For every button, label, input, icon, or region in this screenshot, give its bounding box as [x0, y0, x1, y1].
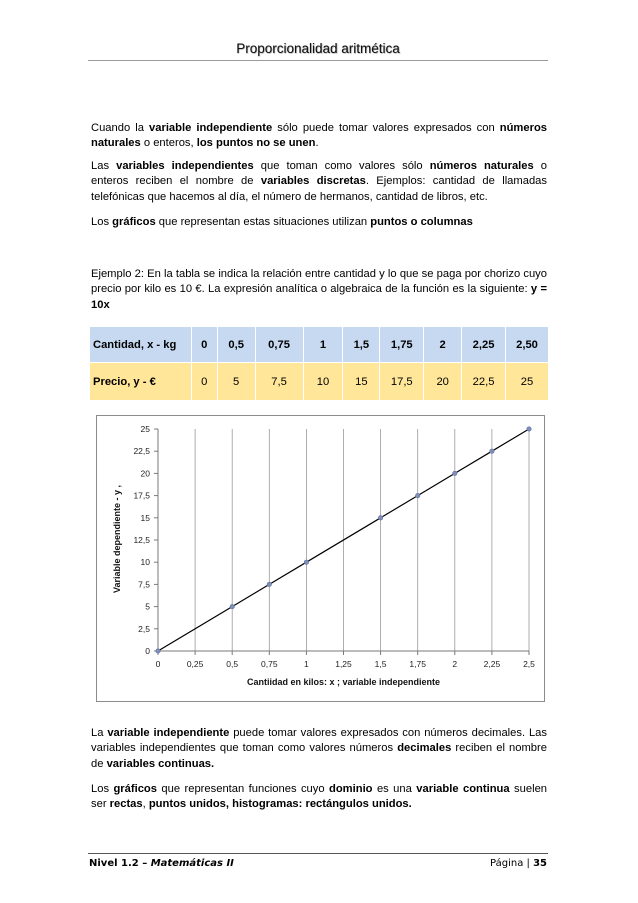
bold-text: variable independiente — [107, 727, 230, 739]
y-tick-label: 17,5 — [133, 490, 150, 501]
text: sólo puede tomar valores expresados con — [272, 122, 500, 134]
y-tick-label: 20 — [140, 468, 150, 479]
text: que representan funciones cuyo — [157, 783, 330, 795]
data-point — [304, 560, 308, 564]
table-cell: 2 — [424, 327, 462, 363]
table-cell: 5 — [217, 363, 255, 401]
text: Ejemplo 2: En la tabla se indica la relación entre cantidad y lo que se paga por chorizo cuyo precio por kilo es 10 €. La expresión analítica o algebraica de la función es la siguiente: — [91, 268, 547, 296]
bold-text: rectas — [109, 798, 143, 811]
footer-divider — [88, 853, 548, 854]
text: . Ejemplos: cantidad de llamadas telefónicas que hacemos al día, el número de hermanos, cantidad de libros, etc. — [91, 175, 547, 203]
text: o enteros reciben el nombre de — [91, 160, 547, 188]
footer-level: Nivel 1.2 — [89, 858, 139, 869]
x-tick-label: 0,25 — [186, 659, 204, 669]
table-cell: 2,50 — [506, 327, 549, 363]
bold-text: números naturales — [91, 122, 547, 150]
bold-text: puntos o columnas — [370, 216, 473, 228]
page-header-title: Proporcionalidad aritmética — [236, 41, 400, 56]
x-tick-label: 1 — [304, 659, 309, 669]
table-cell: 22,5 — [462, 363, 506, 401]
x-axis-title: Cantiidad en kilos: x ; variable independiente — [246, 677, 441, 687]
bold-text: y = 10x — [91, 283, 547, 311]
line-chart — [97, 416, 544, 701]
text: puede tomar valores expresados con números decimales. Las variables independientes que toman como valores números — [91, 727, 547, 755]
footer-course — [89, 858, 234, 869]
table-cell: 1,75 — [380, 327, 424, 363]
bold-text: variable independiente — [149, 122, 273, 134]
table-cell: 10 — [303, 363, 343, 401]
bold-text: decimales — [397, 742, 452, 755]
quantity-price-table — [89, 326, 549, 401]
table-cell: 17,5 — [380, 363, 424, 401]
price-row-header: Precio, y - € — [90, 363, 192, 401]
table-cell: 25 — [506, 363, 549, 401]
bold-text: variables independientes — [116, 160, 254, 172]
bold-text: variables discretas — [260, 175, 366, 188]
text: Los — [91, 783, 114, 795]
footer-subject: Matemáticas II — [150, 858, 234, 869]
x-tick-label: 2,5 — [523, 659, 535, 669]
x-tick-label: 1,25 — [335, 659, 352, 669]
price-row — [90, 363, 549, 401]
table-cell: 2,25 — [462, 327, 506, 363]
data-point — [378, 516, 382, 520]
y-tick-label: 7,5 — [138, 579, 150, 590]
y-tick-label: 2,5 — [138, 623, 150, 634]
x-tick-label: 0,75 — [261, 659, 278, 669]
text: La — [91, 727, 108, 739]
x-tick-label: 2 — [452, 659, 458, 669]
y-tick-label: 15 — [140, 512, 150, 523]
data-point — [156, 649, 160, 653]
bold-text: gráficos — [112, 216, 156, 228]
text: Los — [91, 216, 113, 228]
text: que representan estas situaciones utilizan — [155, 216, 371, 228]
data-point — [267, 582, 271, 586]
x-tick-label: 0,5 — [226, 659, 239, 669]
text: es una — [372, 783, 417, 795]
y-tick-label: 0 — [145, 646, 150, 656]
x-tick-label: 1,75 — [409, 659, 426, 669]
data-point — [527, 427, 531, 431]
text: suelen ser — [91, 783, 548, 811]
bold-text: variable continua — [416, 783, 510, 795]
y-axis-title: Variable dependiente - y , — [112, 484, 122, 594]
data-point — [490, 449, 494, 453]
text: reciben el nombre de — [91, 742, 547, 770]
text: , — [142, 798, 149, 811]
table-cell: 0 — [191, 363, 217, 401]
text: o enteros, — [140, 137, 197, 150]
footer-page-label: Página | — [490, 858, 534, 869]
x-tick-label: 1,5 — [374, 659, 387, 669]
data-point — [453, 471, 457, 475]
table-cell: 0,75 — [255, 327, 303, 363]
paragraph-discrete-definition — [91, 159, 547, 205]
x-tick-label: 2,25 — [483, 659, 501, 669]
bold-text: gráficos — [113, 783, 157, 795]
x-tick-label: 0 — [155, 659, 161, 669]
bold-text: números naturales — [429, 160, 534, 172]
quantity-row — [90, 327, 549, 363]
data-point — [230, 604, 234, 608]
table-cell: 20 — [424, 363, 462, 401]
bold-text: los puntos no se unen — [196, 137, 316, 150]
footer-page-number — [490, 858, 547, 869]
table-cell: 7,5 — [255, 363, 303, 401]
bold-text: dominio — [329, 783, 373, 795]
y-tick-label: 12,5 — [133, 535, 150, 545]
paragraph-example-2 — [91, 267, 547, 313]
footer-separator: – — [138, 858, 151, 869]
text: . — [315, 137, 319, 150]
line-chart-container — [96, 415, 545, 702]
text: que toman como valores sólo — [253, 160, 430, 172]
paragraph-continuous-definition — [91, 726, 547, 772]
y-tick-label: 10 — [140, 557, 150, 568]
y-tick-label: 25 — [140, 424, 150, 434]
y-tick-label: 5 — [145, 601, 150, 612]
text: Cuando la — [91, 122, 150, 134]
footer-page-value: 35 — [533, 858, 547, 869]
table-cell: 1 — [303, 327, 343, 363]
paragraph-continuous-graphs — [91, 782, 547, 813]
header-divider — [88, 60, 548, 61]
data-point — [416, 493, 420, 497]
text: Las — [91, 160, 117, 172]
y-tick-label: 22,5 — [133, 446, 150, 457]
quantity-row-header: Cantidad, x - kg — [90, 327, 192, 363]
table-cell: 1,5 — [343, 327, 380, 363]
table-cell: 15 — [343, 363, 380, 401]
table-cell: 0,5 — [217, 327, 255, 363]
bold-text: puntos unidos, histogramas: rectángulos unidos. — [148, 798, 412, 811]
paragraph-discrete-graphs — [91, 215, 547, 230]
paragraph-discrete-intro — [91, 121, 547, 152]
bold-text: variables continuas. — [106, 757, 215, 770]
table-cell: 0 — [191, 327, 217, 363]
